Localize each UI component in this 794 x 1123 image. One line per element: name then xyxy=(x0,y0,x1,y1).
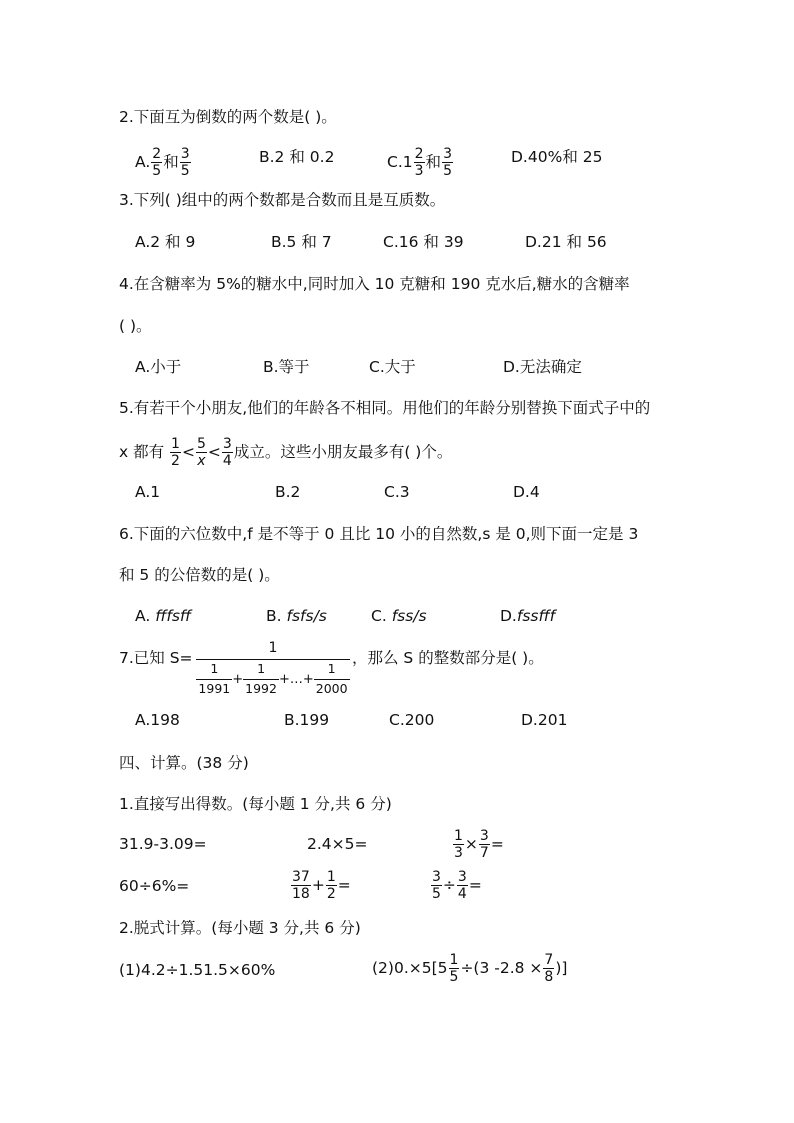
q4-option-c: C.大于 xyxy=(369,358,416,376)
q5-option-c: C.3 xyxy=(384,483,410,501)
denominator-sum: $\frac{1}{1991}$ + $\frac{1}{1992}$ +…+ $\frac{1}{2000}$ xyxy=(198,661,348,696)
part-2-title: 2.脱式计算。(每小题 3 分,共 6 分) xyxy=(119,919,361,937)
option-label: C.1 xyxy=(387,153,413,171)
fraction: $\frac{2}{3}$ xyxy=(414,146,424,179)
fraction: $\frac{1}{5}$ xyxy=(449,952,459,985)
q2-option-a xyxy=(135,147,192,178)
fraction: $\frac{5}{x}$ xyxy=(196,436,206,469)
q7-stem-pre: 7.已知 S= xyxy=(119,649,193,667)
q5-option-a: A.1 xyxy=(135,483,161,501)
stem-text: 成立。这些小朋友最多有( )个。 xyxy=(233,443,453,461)
q5-stem-line2 xyxy=(119,437,452,468)
q6-stem-line1: 6.下面的六位数中,f 是不等于 0 且比 10 小的自然数,s 是 0,则下面一定是 3 xyxy=(119,525,639,543)
expr-5: $\frac{37}{18}$ + $\frac{1}{2}$ = xyxy=(292,869,351,902)
q3-option-d: D.21 和 56 xyxy=(525,233,607,251)
q4-option-a: A.小于 xyxy=(135,358,182,376)
expr-6: $\frac{3}{5}$ ÷ $\frac{3}{4}$ = xyxy=(432,869,482,902)
q5-stem-line1: 5.有若干个小朋友,他们的年龄各不相同。用他们的年龄分别替换下面式子中的 xyxy=(119,399,651,417)
fraction: $\frac{3}{7}$ xyxy=(479,828,489,861)
fraction: $\frac{1}{1992}$ xyxy=(245,661,277,696)
q7-option-b: B.199 xyxy=(284,711,330,729)
q3-option-b: B.5 和 7 xyxy=(271,233,332,251)
fraction: $\frac{1}{1991}$ xyxy=(198,661,231,696)
q6-option-a: A. fffsff xyxy=(135,607,192,625)
fraction: $\frac{7}{8}$ xyxy=(544,952,554,985)
fraction: $\frac{1}{2}$ xyxy=(171,436,180,469)
part-1-title: 1.直接写出得数。(每小题 1 分,共 6 分) xyxy=(119,795,392,813)
q4-option-d: D.无法确定 xyxy=(503,358,582,376)
fraction: $\frac{37}{18}$ xyxy=(292,869,310,902)
fraction: $\frac{3}{5}$ xyxy=(180,146,190,179)
q4-option-b: B.等于 xyxy=(263,358,310,376)
stem-text: x 都有 xyxy=(119,443,165,461)
q7-option-c: C.200 xyxy=(389,711,435,729)
q7-option-d: D.201 xyxy=(521,711,568,729)
q4-stem-line2: ( )。 xyxy=(119,317,152,335)
q4-stem-line1: 4.在含糖率为 5%的糖水中,同时加入 10 克糖和 190 克水后,糖水的含糖率 xyxy=(119,275,630,293)
q6-stem-line2: 和 5 的公倍数的是( )。 xyxy=(119,566,280,584)
q7-continued-fraction xyxy=(196,640,350,695)
fraction: $\frac{1}{2000}$ xyxy=(315,661,348,696)
fraction: $\frac{1}{2}$ xyxy=(326,869,336,902)
fraction: $\frac{1}{3}$ xyxy=(454,828,463,861)
connector-text: 和 xyxy=(425,153,442,171)
q5-option-b: B.2 xyxy=(275,483,301,501)
q2-stem: 2.下面互为倒数的两个数是( )。 xyxy=(119,108,337,126)
q7-stem-post: ，那么 S 的整数部分是( )。 xyxy=(352,649,544,667)
fraction: $\frac{3}{4}$ xyxy=(222,436,232,469)
expr-1: 31.9-3.09= xyxy=(119,835,207,853)
numerator: 1 xyxy=(196,640,350,660)
q3-option-c: C.16 和 39 xyxy=(383,233,464,251)
q3-stem: 3.下列( )组中的两个数都是合数而且是互质数。 xyxy=(119,191,446,209)
expr-4: 60÷6%= xyxy=(119,877,190,895)
q6-option-c: C. fss/s xyxy=(371,607,427,625)
q6-option-b: B. fsfs/s xyxy=(266,607,327,625)
less-than-sign: < xyxy=(207,443,221,461)
q2-option-d: D.40%和 25 xyxy=(511,148,603,166)
fraction: $\frac{2}{5}$ xyxy=(152,146,162,179)
expr-2: 2.4×5= xyxy=(307,835,368,853)
section-4-title: 四、计算。(38 分) xyxy=(119,754,249,772)
q5-option-d: D.4 xyxy=(513,483,540,501)
q3-option-a: A.2 和 9 xyxy=(135,233,196,251)
fraction: $\frac{3}{5}$ xyxy=(432,869,441,902)
fraction: $\frac{3}{4}$ xyxy=(457,869,467,902)
q6-option-d: D.fssfff xyxy=(500,607,556,625)
q2-option-b: B.2 和 0.2 xyxy=(259,148,335,166)
less-than-sign: < xyxy=(181,443,195,461)
step-expr-2: (2)0.×5[5 $\frac{1}{5}$ ÷(3 -2.8 × $\frac{7}{8}$ )] xyxy=(372,952,568,985)
q7-option-a: A.198 xyxy=(135,711,180,729)
connector-text: 和 xyxy=(163,153,179,171)
step-expr-1: (1)4.2÷1.51.5×60% xyxy=(119,961,276,979)
expr-3: $\frac{1}{3}$ × $\frac{3}{7}$ = xyxy=(454,828,504,861)
fraction: $\frac{3}{5}$ xyxy=(443,146,452,179)
option-label: A. xyxy=(135,153,151,171)
q2-option-c xyxy=(387,147,454,178)
